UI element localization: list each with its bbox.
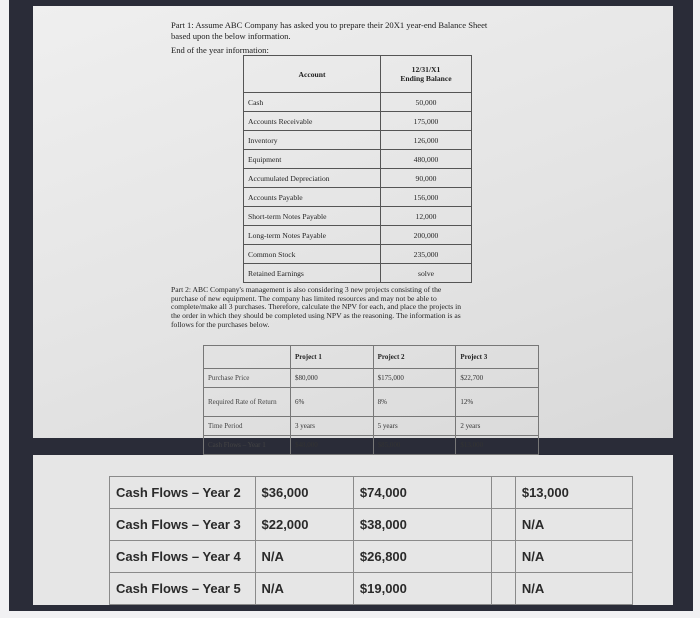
project-2-value: 5 years — [373, 417, 456, 436]
account-name: Inventory — [244, 131, 381, 150]
account-name: Cash — [244, 93, 381, 112]
cashflow-photo — [33, 455, 673, 605]
project-2-value: $19,000 — [353, 573, 491, 605]
part2-line: Part 2: ABC Company's management is also considering 3 new projects consisting of the — [171, 285, 442, 294]
table-row — [204, 436, 539, 455]
balance-header — [381, 56, 472, 93]
project-3-header: Project 3 — [456, 346, 539, 369]
row-label: Cash Flows – Year 3 — [110, 509, 256, 541]
account-value: 235,000 — [381, 245, 472, 264]
document-photo — [33, 6, 673, 449]
project-2-value: $74,000 — [353, 477, 491, 509]
account-name: Retained Earnings — [244, 264, 381, 283]
project-2-value: $175,000 — [373, 369, 456, 388]
table-row — [244, 226, 472, 245]
project-1-value: N/A — [255, 541, 353, 573]
account-value: 156,000 — [381, 188, 472, 207]
account-value: 480,000 — [381, 150, 472, 169]
account-value: 50,000 — [381, 93, 472, 112]
project-2-value: $85,000 — [373, 436, 456, 455]
table-row — [204, 369, 539, 388]
account-value: 200,000 — [381, 226, 472, 245]
table-row — [244, 169, 472, 188]
account-value: 90,000 — [381, 169, 472, 188]
table-row — [244, 245, 472, 264]
project-3-value: $13,000 — [515, 477, 632, 509]
account-value: 175,000 — [381, 112, 472, 131]
account-value: 12,000 — [381, 207, 472, 226]
project-1-value: 6% — [291, 388, 374, 417]
project-3-value: N/A — [515, 509, 632, 541]
project-3-value: $13,000 — [456, 436, 539, 455]
project-1-value: 3 years — [291, 417, 374, 436]
table-row — [244, 112, 472, 131]
account-name: Accounts Receivable — [244, 112, 381, 131]
project-1-value: N/A — [255, 573, 353, 605]
project-3-value: N/A — [515, 541, 632, 573]
projects-header-row — [204, 346, 539, 369]
table-row — [244, 188, 472, 207]
part1-line: End of the year information: — [171, 45, 269, 55]
blank-cell — [491, 541, 515, 573]
table-row — [110, 509, 633, 541]
table-row — [204, 388, 539, 417]
balance-table — [243, 55, 472, 283]
row-label: Cash Flows – Year 4 — [110, 541, 256, 573]
part1-line: based upon the below information. — [171, 30, 291, 41]
account-value: 126,000 — [381, 131, 472, 150]
table-row — [204, 417, 539, 436]
row-label: Cash Flows – Year 5 — [110, 573, 256, 605]
table-row — [110, 477, 633, 509]
project-1-value: $36,000 — [255, 477, 353, 509]
project-3-value: $22,700 — [456, 369, 539, 388]
projects-table — [203, 345, 539, 455]
blank-cell — [491, 477, 515, 509]
project-1-value: $48,000 — [291, 436, 374, 455]
account-name: Accumulated Depreciation — [244, 169, 381, 188]
account-name: Equipment — [244, 150, 381, 169]
part2-line: complete/make all 3 purchases. Therefore, calculate the NPV for each, and place the projects in — [171, 302, 462, 312]
row-label: Cash Flows – Year 1 — [204, 436, 291, 455]
project-1-value: $22,000 — [255, 509, 353, 541]
table-row — [244, 93, 472, 112]
account-name: Long-term Notes Payable — [244, 226, 381, 245]
table-row — [244, 207, 472, 226]
part2-line: the order in which they should be completed using NPV as the reasoning. The information is as — [171, 311, 461, 321]
project-3-value: 2 years — [456, 417, 539, 436]
account-name: Common Stock — [244, 245, 381, 264]
project-1-value: $80,000 — [291, 369, 374, 388]
project-1-header: Project 1 — [291, 346, 374, 369]
project-2-value: 8% — [373, 388, 456, 417]
blank-header — [204, 346, 291, 369]
balance-header-row — [244, 56, 472, 93]
part2-intro — [171, 286, 551, 330]
row-label: Purchase Price — [204, 369, 291, 388]
dark-frame — [9, 0, 693, 611]
account-header: Account — [244, 56, 381, 93]
row-label: Cash Flows – Year 2 — [110, 477, 256, 509]
row-label: Required Rate of Return — [204, 388, 291, 417]
project-2-value: $26,800 — [353, 541, 491, 573]
part1-intro — [171, 20, 571, 56]
account-name: Short-term Notes Payable — [244, 207, 381, 226]
account-value: solve — [381, 264, 472, 283]
table-row — [244, 131, 472, 150]
part2-line: purchase of new equipment. The company has limited resources and may not be able to — [171, 293, 437, 303]
project-3-value: 12% — [456, 388, 539, 417]
account-name: Accounts Payable — [244, 188, 381, 207]
part1-line: Part 1: Assume ABC Company has asked you to prepare their 20X1 year-end Balance Sheet — [171, 20, 488, 30]
project-2-value: $38,000 — [353, 509, 491, 541]
ending-balance-header: Ending Balance — [400, 74, 452, 83]
table-row — [244, 264, 472, 283]
part2-line: follows for the purchases below. — [171, 319, 270, 329]
project-3-value: N/A — [515, 573, 632, 605]
project-2-header: Project 2 — [373, 346, 456, 369]
cashflow-table — [109, 476, 633, 605]
table-row — [244, 150, 472, 169]
date-header: 12/31/X1 — [411, 65, 441, 74]
blank-cell — [491, 509, 515, 541]
table-row — [110, 573, 633, 605]
row-label: Time Period — [204, 417, 291, 436]
table-row — [110, 541, 633, 573]
blank-cell — [491, 573, 515, 605]
